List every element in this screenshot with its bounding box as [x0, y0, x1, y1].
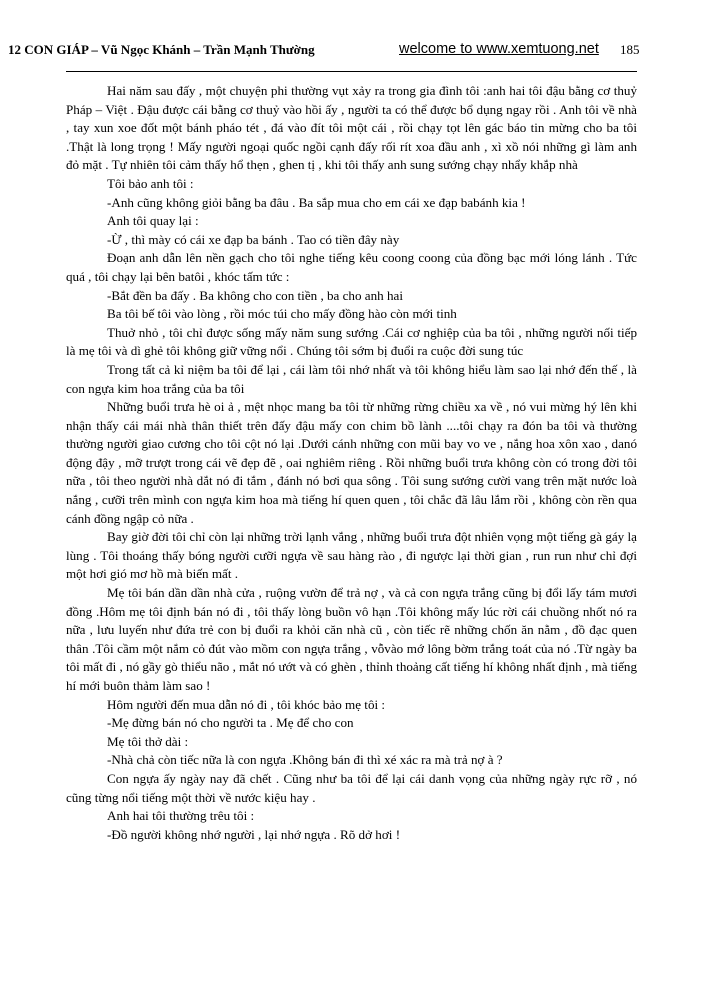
paragraph: -Bắt đền ba đấy . Ba không cho con tiền , ba cho anh hai	[107, 287, 403, 303]
paragraph: Con ngựa ấy ngày nay đã chết . Cũng như ba tôi để lại cái danh vọng của những ngày rực rỡ , nó cũng từng nổi tiếng một thời về nước kiệu hay .	[66, 770, 637, 805]
header-divider	[66, 71, 637, 72]
paragraph: Bay giờ đời tôi chỉ còn lại những trời lạnh vắng , những buổi trưa đột nhiên vọng một tiếng gà gáy lạ lùng . Tôi thoáng thấy bóng người cưỡi ngựa về sau hàng rào , đi ngược lại thời gian , run run như chỉ đợi một hơi gió mơ hồ mà biến mất .	[66, 529, 637, 582]
paragraph: -Anh cũng không giỏi bằng ba đâu . Ba sắp mua cho em cái xe đạp babánh kia !	[107, 194, 526, 210]
paragraph: Mẹ tôi thở dài :	[107, 733, 189, 749]
paragraph: Ba tôi bế tôi vào lòng , rồi móc túi cho mấy đồng hào còn mới tinh	[107, 306, 457, 322]
paragraph: -Ừ , thì mày có cái xe đạp ba bánh . Tao có tiền đây này	[107, 231, 400, 247]
body-text	[66, 82, 637, 844]
paragraph: Đoạn anh dẫn lên nền gạch cho tôi nghe tiếng kêu coong coong của đồng bạc mới lóng lánh . Tức quá , tôi chạy lại bên batôi , khóc tấm tức :	[66, 250, 637, 284]
paragraph: Những buổi trưa hè oi ả , mệt nhọc mang ba tôi từ những rừng chiều xa về , nó vui mừng hý lên khi nhận thấy cái mái nhà thân thiết trên đấy đậu mấy con chim bồ lành ....tôi chạy ra đón ba tôi và thường thường người giao cương cho tôi cột nó lại .Dưới cánh những con mũi bay vo ve , nắng hoa xôn xao , danó động đậy , mỡ trượt trong cái vẽ đẹp đẽ , oai nghiêm riêng . Rồi những buổi trưa không còn có trong đời tôi nữa , tôi theo người nhà dắt nó đi tắm , đánh nó bơi qua sông . Tôi sung sướng cười vang trên mặt nước loà nắng , cưỡi trên mình con ngựa kim hoa mà tiếng hí quen quen , tôi chắc đã lâu lắm rồi , không còn rền qua cánh đồng ngập cỏ nữa .	[66, 399, 637, 526]
header-title: 12 CON GIÁP – Vũ Ngọc Khánh – Trần Mạnh Thường	[8, 42, 315, 57]
paragraph: Tôi bảo anh tôi :	[107, 175, 194, 191]
paragraph: Hôm người đến mua dẫn nó đi , tôi khóc bảo mẹ tôi :	[107, 696, 386, 712]
page-header	[0, 38, 702, 60]
paragraph: Mẹ tôi bán dần dần nhà cửa , ruộng vườn để trả nợ , và cả con ngựa trắng cũng bị đổi lấy tám mươi đồng .Hôm mẹ tôi định bán nó đi , tôi thấy lòng buồn vô hạn .Tôi không mấy lúc rời cái chuồng nhốt nó ra nữa , lưu luyến như đứa trẻ con bị đuổi ra khỏi căn nhà cũ , còn tiếc rẽ những chốn ăn nằm , đồ đạc quen thân .Tôi cầm một nắm cỏ đút vào mồm con ngựa trắng , vỗvào mớ lông bờm trắng toát của nó .Từ ngày ba tôi mất đi , nó gầy gò thiểu não , mắt nó ướt và có ghèn , thỉnh thoảng cất tiếng hí không nhất định , mà tiếng hí mới buôn thảm làm sao !	[66, 585, 637, 693]
paragraph: Anh hai tôi thường trêu tôi :	[107, 808, 255, 824]
page-number: 185	[620, 42, 640, 57]
header-website-link[interactable]: welcome to www.xemtuong.net	[399, 41, 599, 57]
paragraph: Thuở nhỏ , tôi chỉ được sống mấy năm sung sướng .Cái cơ nghiệp của ba tôi , những người nối tiếp là mẹ tôi và dì ghẻ tôi không giữ vững nổi . Chúng tôi sớm bị đuổi ra cuộc đời sung túc	[66, 324, 637, 359]
paragraph: Hai năm sau đấy , một chuyện phi thường vụt xảy ra trong gia đình tôi :anh hai tôi đậu bằng cơ thuỷ Pháp – Việt . Đậu được cái bằng cơ thuỷ vào hồi ấy , người ta có thể được bổ dụng ngay rồi . Anh tôi về nhà , tay xun xoe đốt một bánh pháo tét , đá vào đít tôi một cái , rồi chạy tọt lên gác báo tin mừng cho ba tôi .Thật là long trọng ! Mấy người ngoại quốc ngồi cạnh đấy rối rít xoa đầu anh , xì xồ nói những gì làm anh đỏ mặt . Tự nhiên tôi cảm thấy hổ thẹn , ghen tị , khi tôi thấy anh sung sướng chạy nhẩy khắp nhà	[66, 83, 637, 173]
paragraph: Trong tất cả kỉ niệm ba tôi để lại , cái làm tôi nhớ nhất và tôi không hiểu làm sao lại nhớ đến thế , là con ngựa kim hoa trắng của ba tôi	[66, 361, 637, 396]
paragraph: -Đồ người không nhớ người , lại nhớ ngựa . Rõ dở hơi !	[107, 826, 401, 842]
paragraph: Anh tôi quay lại :	[107, 213, 199, 229]
paragraph: -Mẹ đừng bán nó cho người ta . Mẹ để cho con	[107, 715, 354, 731]
paragraph: -Nhà chả còn tiếc nữa là con ngựa .Không bán đi thì xé xác ra mà trả nợ à ?	[107, 752, 503, 768]
